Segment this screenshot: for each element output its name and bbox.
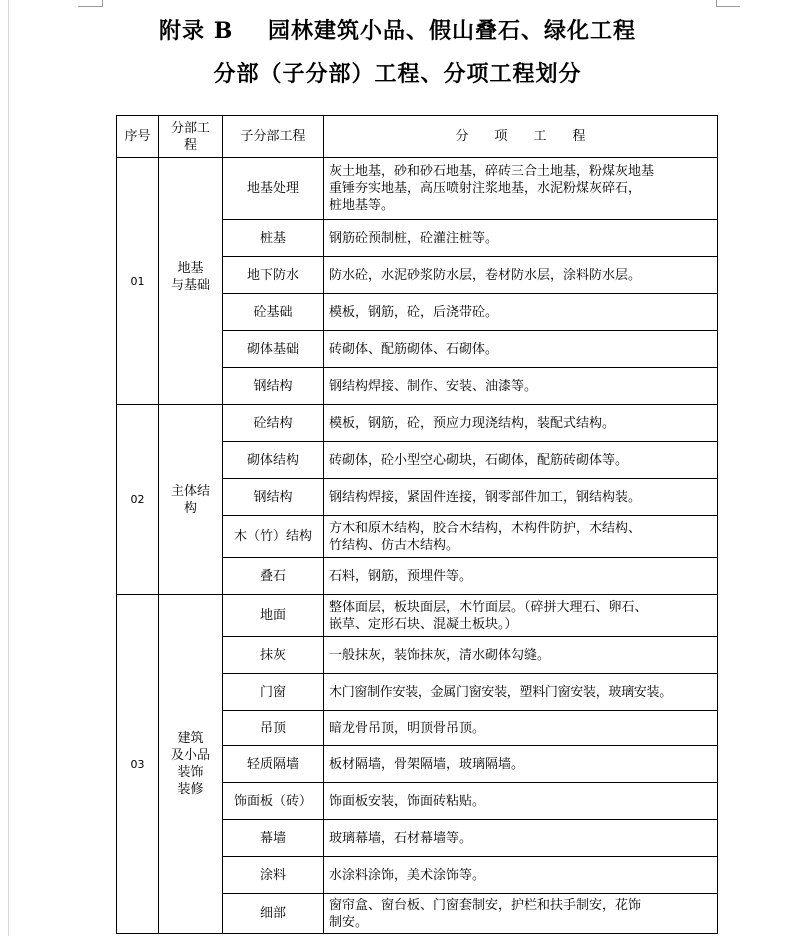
table-row: [117, 158, 718, 220]
items-cell: 玻璃幕墙，石材幕墙等。: [324, 820, 718, 857]
header-sub-part: 子分部工程: [223, 116, 324, 158]
group-seq: 01: [117, 158, 159, 405]
group-part: 建筑 及小品 装饰 装修: [159, 595, 223, 934]
sub-part-cell: 砼结构: [223, 405, 324, 442]
items-cell: 暗龙骨吊顶，明顶骨吊顶。: [324, 711, 718, 746]
items-cell: 一般抹灰，装饰抹灰，清水砌体勾缝。: [324, 637, 718, 674]
sub-part-cell: 涂料: [223, 857, 324, 894]
crop-mark-top-right: [716, 6, 740, 7]
crop-mark-top-left: [78, 6, 102, 7]
items-cell: 钢结构焊接、制作、安装、油漆等。: [324, 368, 718, 405]
sub-part-cell: 砌体基础: [223, 331, 324, 368]
sub-part-cell: 幕墙: [223, 820, 324, 857]
header-item-char: 工: [533, 129, 547, 144]
sub-part-cell: 叠石: [223, 558, 324, 595]
header-item-char: 分: [455, 129, 469, 144]
sub-part-cell: 细部: [223, 894, 324, 934]
table-header-row: [117, 116, 718, 158]
items-cell: 窗帘盒、窗台板、门窗套制安，护栏和扶手制安，花饰 制安。: [324, 894, 718, 934]
sub-part-cell: 地基处理: [223, 158, 324, 220]
sub-part-cell: 地下防水: [223, 257, 324, 294]
sub-part-cell: 门窗: [223, 674, 324, 711]
header-items: [324, 116, 718, 158]
page-margin-line: [8, 0, 9, 936]
sub-part-cell: 轻质隔墙: [223, 746, 324, 783]
items-cell: 水涂料涂饰，美术涂饰等。: [324, 857, 718, 894]
sub-part-cell: 地面: [223, 595, 324, 637]
header-item-char: 项: [494, 129, 508, 144]
crop-mark-top-right-vertical: [716, 0, 717, 7]
table-row: [117, 595, 718, 637]
items-cell: 整体面层，板块面层，木竹面层。（碎拼大理石、卵石、 嵌草、定形石块、混凝土板块。）: [324, 595, 718, 637]
group-seq: 03: [117, 595, 159, 934]
items-cell: 钢结构焊接，紧固件连接，钢零部件加工，钢结构装。: [324, 479, 718, 516]
items-cell: 方木和原木结构，胶合木结构，木构件防护，木结构、 竹结构、仿古木结构。: [324, 516, 718, 558]
table-row: [117, 405, 718, 442]
items-cell: 石料，钢筋，预埋件等。: [324, 558, 718, 595]
group-part: 地基 与基础: [159, 158, 223, 405]
items-cell: 木门窗制作安装，金属门窗安装，塑料门窗安装，玻璃安装。: [324, 674, 718, 711]
items-cell: 钢筋砼预制桩，砼灌注桩等。: [324, 220, 718, 257]
items-cell: 灰土地基，砂和砂石地基，碎砖三合土地基，粉煤灰地基 重锤夯实地基，高压喷射注浆地基，水泥粉煤灰碎石， 桩地基等。: [324, 158, 718, 220]
items-cell: 砖砌体，砼小型空心砌块，石砌体，配筋砖砌体等。: [324, 442, 718, 479]
sub-part-cell: 抹灰: [223, 637, 324, 674]
group-part: 主体结 构: [159, 405, 223, 595]
sub-part-cell: 砼基础: [223, 294, 324, 331]
sub-part-cell: 饰面板（砖）: [223, 783, 324, 820]
sub-part-cell: 吊顶: [223, 711, 324, 746]
division-table: [116, 115, 718, 934]
header-part: 分部工 程: [159, 116, 223, 158]
appendix-subtitle: 分部（子分部）工程、分项工程划分: [213, 61, 582, 87]
items-cell: 饰面板安装，饰面砖粘贴。: [324, 783, 718, 820]
items-cell: 砖砌体、配筋砌体、石砌体。: [324, 331, 718, 368]
header-seq: 序号: [117, 116, 159, 158]
items-cell: 模板，钢筋，砼，预应力现浇结构，装配式结构。: [324, 405, 718, 442]
sub-part-cell: 木（竹）结构: [223, 516, 324, 558]
items-cell: 防水砼，水泥砂浆防水层，卷材防水层，涂料防水层。: [324, 257, 718, 294]
items-cell: 板材隔墙，骨架隔墙，玻璃隔墙。: [324, 746, 718, 783]
appendix-title: 附录 B 园林建筑小品、假山叠石、绿化工程: [159, 18, 636, 44]
group-seq: 02: [117, 405, 159, 595]
header-item-char: 程: [572, 129, 586, 144]
sub-part-cell: 钢结构: [223, 368, 324, 405]
crop-mark-top-left-vertical: [102, 0, 103, 7]
sub-part-cell: 钢结构: [223, 479, 324, 516]
sub-part-cell: 桩基: [223, 220, 324, 257]
sub-part-cell: 砌体结构: [223, 442, 324, 479]
items-cell: 模板，钢筋，砼，后浇带砼。: [324, 294, 718, 331]
